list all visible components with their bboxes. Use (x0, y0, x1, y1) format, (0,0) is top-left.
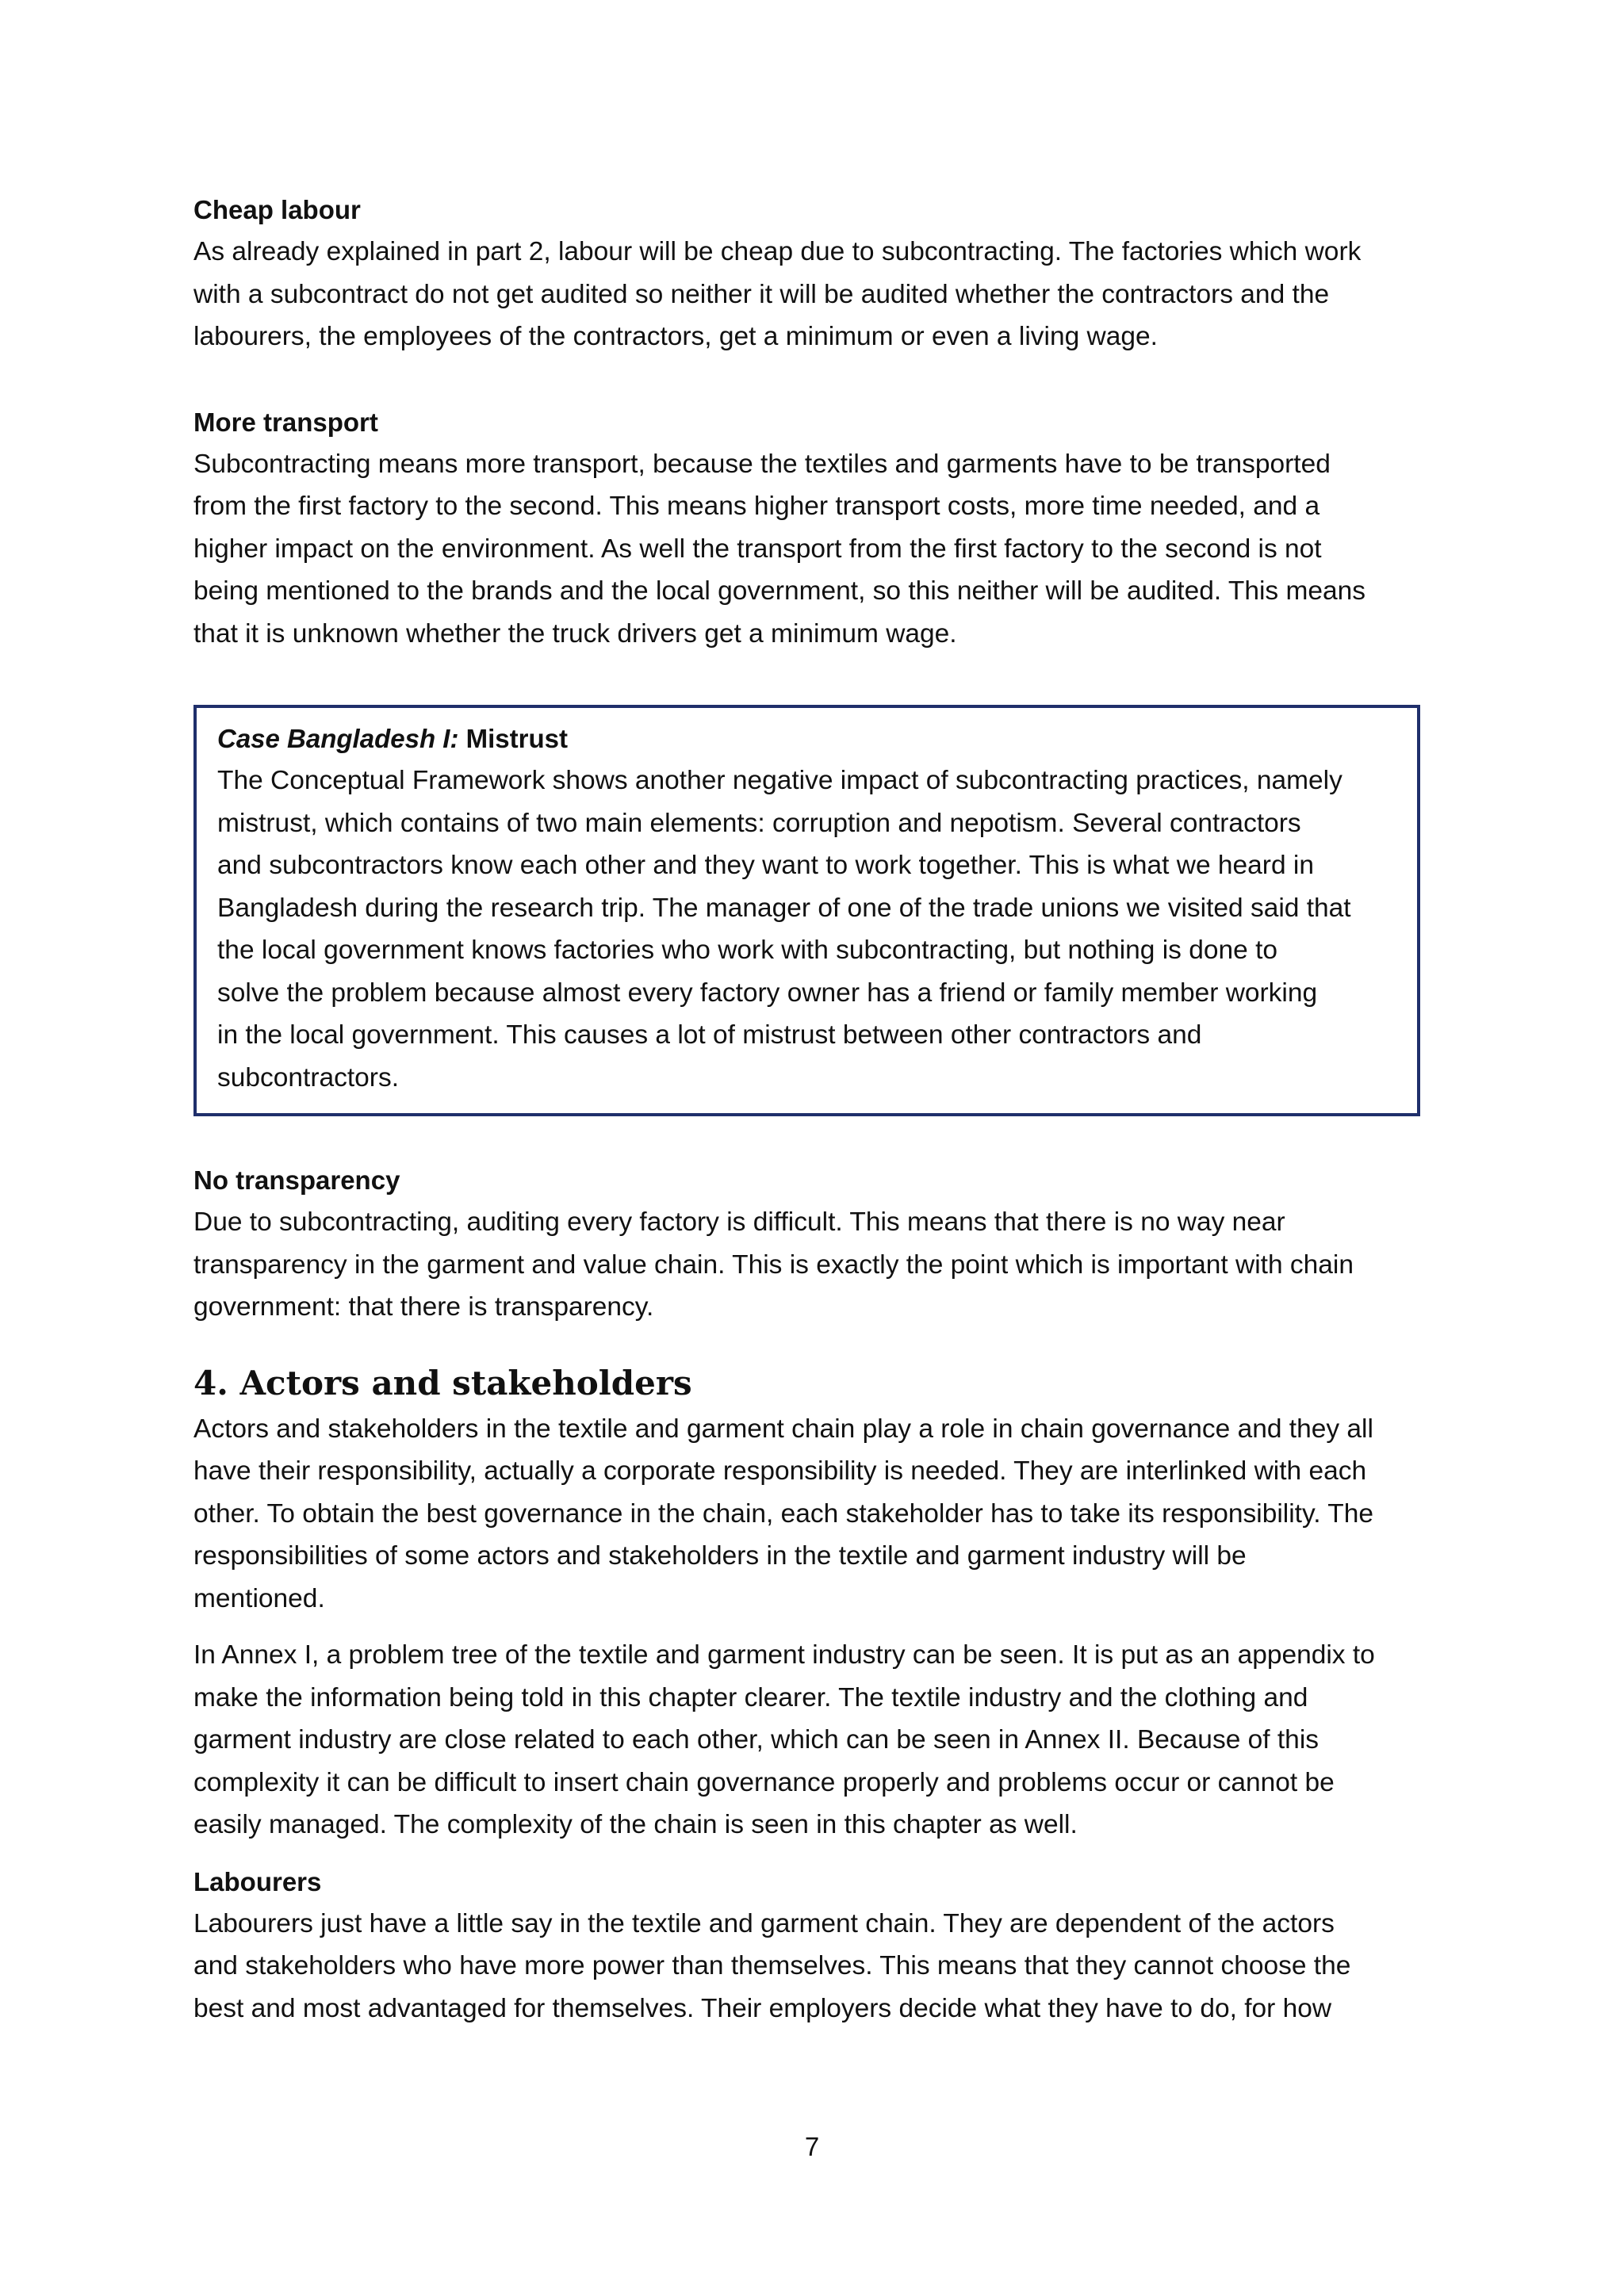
body-line: make the information being told in this chapter clearer. The textile industry and the clothing and (193, 1682, 1308, 1712)
chapter-heading: 4. Actors and stakeholders (193, 1363, 692, 1402)
body-line: responsibilities of some actors and stakeholders in the textile and garment industry will be (193, 1541, 1247, 1571)
body-line: Labourers just have a little say in the textile and garment chain. They are dependent of the actors (193, 1908, 1335, 1938)
section-more-transport (193, 401, 1431, 656)
body-line: complexity it can be difficult to insert chain governance properly and problems occur or cannot be (193, 1767, 1335, 1797)
body-line: mentioned. (193, 1583, 325, 1613)
body-line: Subcontracting means more transport, because the textiles and garments have to be transported (193, 449, 1331, 479)
body-line: Due to subcontracting, auditing every factory is difficult. This means that there is no way near (193, 1207, 1285, 1237)
body-line: and stakeholders who have more power than themselves. This means that they cannot choose the (193, 1951, 1351, 1980)
case-line: Bangladesh during the research trip. The manager of one of the trade unions we visited said that (217, 893, 1351, 923)
case-line: subcontractors. (217, 1062, 400, 1093)
body-line: labourers, the employees of the contractors, get a minimum or even a living wage. (193, 322, 1158, 351)
case-line: in the local government. This causes a lot of mistrust between other contractors and (217, 1020, 1202, 1050)
section-heading: No transparency (193, 1165, 400, 1195)
document-page (193, 189, 1431, 2030)
section-actors-stakeholders (193, 1359, 1431, 1846)
body-line: being mentioned to the brands and the local government, so this neither will be audited. This means (193, 576, 1366, 606)
page-number: 7 (804, 2132, 820, 2161)
body-line: As already explained in part 2, labour will be cheap due to subcontracting. The factories which work (193, 237, 1362, 266)
section-no-transparency (193, 1159, 1431, 1329)
body-line: from the first factory to the second. This means higher transport costs, more time needed, and a (193, 492, 1320, 521)
case-title-rest: Mistrust (458, 724, 568, 753)
body-line: that it is unknown whether the truck drivers get a minimum wage. (193, 618, 957, 649)
case-line: the local government knows factories who work with subcontracting, but nothing is done to (217, 936, 1278, 965)
body-line: with a subcontract do not get audited so neither it will be audited whether the contractors and the (193, 279, 1330, 309)
body-line: government: that there is transparency. (193, 1292, 654, 1322)
section-heading: Cheap labour (193, 195, 361, 224)
body-line: best and most advantaged for themselves. Their employers decide what they have to do, for how (193, 1993, 1332, 2023)
case-title-italic: Case Bangladesh I: (217, 724, 459, 753)
section-heading: Labourers (193, 1866, 322, 1896)
case-line: The Conceptual Framework shows another negative impact of subcontracting practices, namely (217, 766, 1342, 795)
section-cheap-labour (193, 189, 1431, 358)
body-line: easily managed. The complexity of the chain is seen in this chapter as well. (193, 1810, 1078, 1839)
case-line: and subcontractors know each other and they want to work together. This is what we heard in (217, 851, 1314, 880)
body-line: transparency in the garment and value chain. This is exactly the point which is important with chain (193, 1249, 1354, 1280)
body-line: have their responsibility, actually a corporate responsibility is needed. They are interlinked with each (193, 1456, 1367, 1486)
body-line: other. To obtain the best governance in the chain, each stakeholder has to take its responsibility. The (193, 1498, 1373, 1529)
case-title (217, 718, 1396, 760)
body-line: garment industry are close related to each other, which can be seen in Annex II. Because of this (193, 1725, 1320, 1755)
body-line: higher impact on the environment. As well the transport from the first factory to the second is not (193, 534, 1322, 564)
section-labourers (193, 1861, 1431, 2030)
body-line: Actors and stakeholders in the textile and garment chain play a role in chain governance and they all (193, 1414, 1373, 1444)
body-line: In Annex I, a problem tree of the textile and garment industry can be seen. It is put as an appendix to (193, 1640, 1375, 1670)
case-line: mistrust, which contains of two main elements: corruption and nepotism. Several contractors (217, 808, 1301, 838)
case-line: solve the problem because almost every factory owner has a friend or family member working (217, 978, 1318, 1008)
section-heading: More transport (193, 407, 378, 437)
case-study-box (193, 705, 1420, 1116)
